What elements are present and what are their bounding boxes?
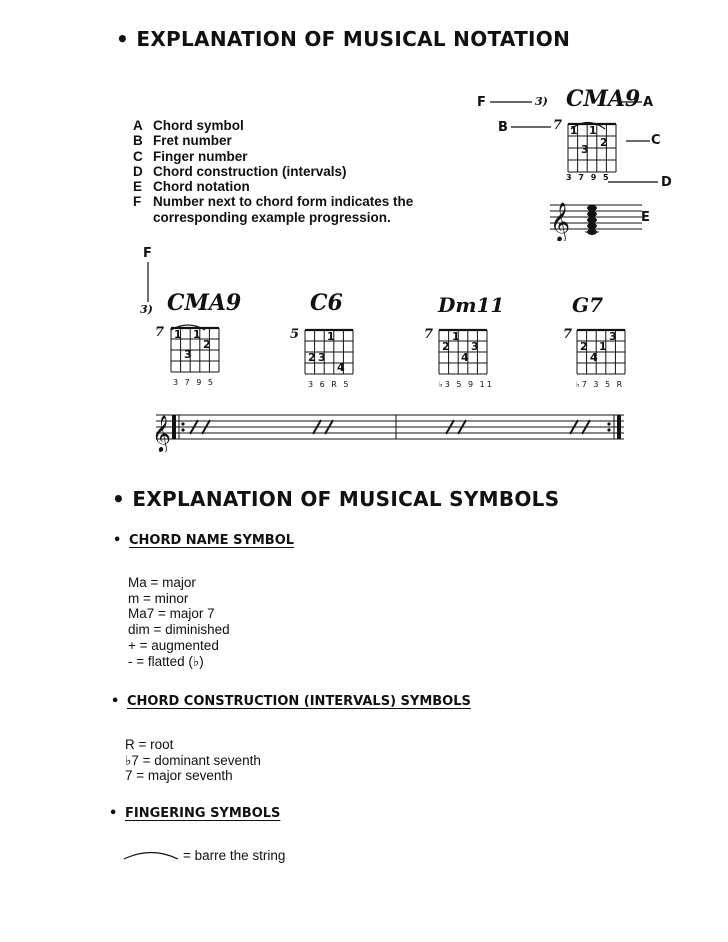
chord-intervals-c6: 3 6 R 5 bbox=[308, 380, 351, 389]
example-label-e: E bbox=[641, 210, 650, 225]
chord-diagram-c6 bbox=[297, 320, 357, 380]
symbol-item: R = root bbox=[125, 737, 174, 752]
symbol-item: ♭7 = dominant seventh bbox=[125, 752, 261, 768]
svg-text:4: 4 bbox=[590, 351, 598, 364]
svg-text:2: 2 bbox=[442, 340, 450, 353]
example-chord-diagram bbox=[560, 112, 624, 178]
chord-fret-c6: 5 bbox=[290, 327, 300, 342]
chord-intervals-dm11: ♭3 5 9 11 bbox=[439, 380, 494, 389]
svg-text:1: 1 bbox=[193, 328, 201, 341]
barre-arc-icon bbox=[122, 848, 180, 862]
symbol-item: m = minor bbox=[128, 590, 189, 606]
rhythm-staff bbox=[150, 406, 628, 452]
chord-name-symbol-list bbox=[128, 575, 230, 669]
symbol-item: + = augmented bbox=[128, 637, 219, 653]
svg-text:1: 1 bbox=[589, 124, 597, 137]
chord-fret-dm11: 7 bbox=[424, 327, 434, 342]
bullet-icon: • bbox=[113, 533, 122, 548]
svg-text:3: 3 bbox=[184, 348, 192, 361]
svg-text:2: 2 bbox=[580, 340, 588, 353]
example-label-f: F bbox=[477, 95, 486, 110]
chord-name-cma9: CMA9 bbox=[167, 290, 242, 316]
legend-item: F Number next to chord form indicates the bbox=[133, 194, 414, 210]
chord-name-g7: G7 bbox=[572, 293, 603, 317]
svg-text:4: 4 bbox=[337, 361, 345, 374]
chord-name-symbol-title: • CHORD NAME SYMBOL bbox=[113, 533, 295, 548]
svg-text:2: 2 bbox=[600, 136, 608, 149]
svg-text:1: 1 bbox=[599, 340, 607, 353]
construction-symbol-title: • CHORD CONSTRUCTION (INTERVALS) SYMBOLS bbox=[111, 694, 471, 709]
leader-line-b bbox=[511, 125, 551, 129]
svg-text:3: 3 bbox=[581, 143, 589, 156]
example-chord-name: CMA9 bbox=[566, 86, 641, 112]
notation-heading: • EXPLANATION OF MUSICAL NOTATION bbox=[116, 27, 571, 51]
legend-item: A Chord symbol bbox=[133, 118, 244, 133]
progression-number: 3) bbox=[140, 303, 153, 316]
svg-text:2: 2 bbox=[203, 338, 211, 351]
leader-line-f-vertical bbox=[146, 262, 150, 302]
svg-text:𝄞: 𝄞 bbox=[152, 414, 171, 452]
example-label-d: D bbox=[661, 175, 672, 190]
symbol-item: Ma = major bbox=[128, 575, 196, 590]
chord-fret-g7: 7 bbox=[563, 327, 573, 342]
leader-line-f bbox=[490, 100, 532, 104]
notation-legend bbox=[133, 118, 413, 225]
svg-text:3: 3 bbox=[609, 330, 617, 343]
leader-line-d bbox=[608, 180, 660, 184]
example-staff-notation bbox=[550, 197, 642, 241]
barre-description: = barre the string bbox=[183, 848, 286, 863]
symbol-item: Ma7 = major 7 bbox=[128, 606, 215, 622]
legend-item: B Fret number bbox=[133, 133, 232, 149]
svg-text:1: 1 bbox=[327, 330, 335, 343]
bullet-icon: • bbox=[111, 694, 120, 709]
example-fret: 7 bbox=[553, 118, 563, 133]
svg-text:2: 2 bbox=[308, 351, 316, 364]
progression-label-f: F bbox=[143, 246, 152, 261]
chord-name-c6: C6 bbox=[310, 290, 343, 316]
chord-intervals-cma9: 3 7 9 5 bbox=[173, 378, 215, 387]
symbol-item: 7 = major seventh bbox=[125, 768, 233, 784]
symbols-heading: • EXPLANATION OF MUSICAL SYMBOLS bbox=[112, 487, 560, 511]
symbol-item: - = flatted (♭) bbox=[128, 653, 204, 669]
symbol-item: dim = diminished bbox=[128, 622, 230, 638]
svg-text:1: 1 bbox=[452, 330, 460, 343]
example-label-a: A bbox=[643, 95, 654, 110]
example-label-b: B bbox=[498, 120, 508, 135]
chord-diagram-cma9 bbox=[163, 318, 223, 378]
svg-text:3: 3 bbox=[471, 340, 479, 353]
bullet-icon: • bbox=[116, 27, 130, 51]
chord-intervals-g7: ♭7 3 5 R bbox=[576, 380, 625, 389]
chord-fret-cma9: 7 bbox=[155, 325, 165, 340]
svg-text:4: 4 bbox=[461, 351, 469, 364]
legend-item: corresponding example progression. bbox=[153, 209, 391, 225]
legend-item: C Finger number bbox=[133, 148, 248, 164]
chord-name-dm11: Dm11 bbox=[438, 293, 505, 317]
svg-text:1: 1 bbox=[174, 328, 182, 341]
svg-text:3: 3 bbox=[318, 351, 326, 364]
bullet-icon: • bbox=[109, 806, 118, 821]
fingering-symbol-title: • FINGERING SYMBOLS bbox=[109, 806, 281, 821]
chord-diagram-dm11 bbox=[431, 320, 491, 380]
legend-item: E Chord notation bbox=[133, 179, 250, 195]
leader-line-a bbox=[618, 100, 642, 104]
chord-diagram-g7 bbox=[569, 320, 629, 380]
example-intervals: 3 7 9 5 bbox=[566, 173, 611, 182]
example-prog-num: 3) bbox=[535, 95, 548, 108]
bullet-icon: • bbox=[112, 487, 126, 511]
example-label-c: C bbox=[651, 133, 661, 148]
svg-text:𝄞: 𝄞 bbox=[550, 202, 571, 241]
svg-text:1: 1 bbox=[570, 124, 578, 137]
construction-symbol-list bbox=[125, 737, 261, 784]
legend-item: D Chord construction (intervals) bbox=[133, 163, 347, 179]
